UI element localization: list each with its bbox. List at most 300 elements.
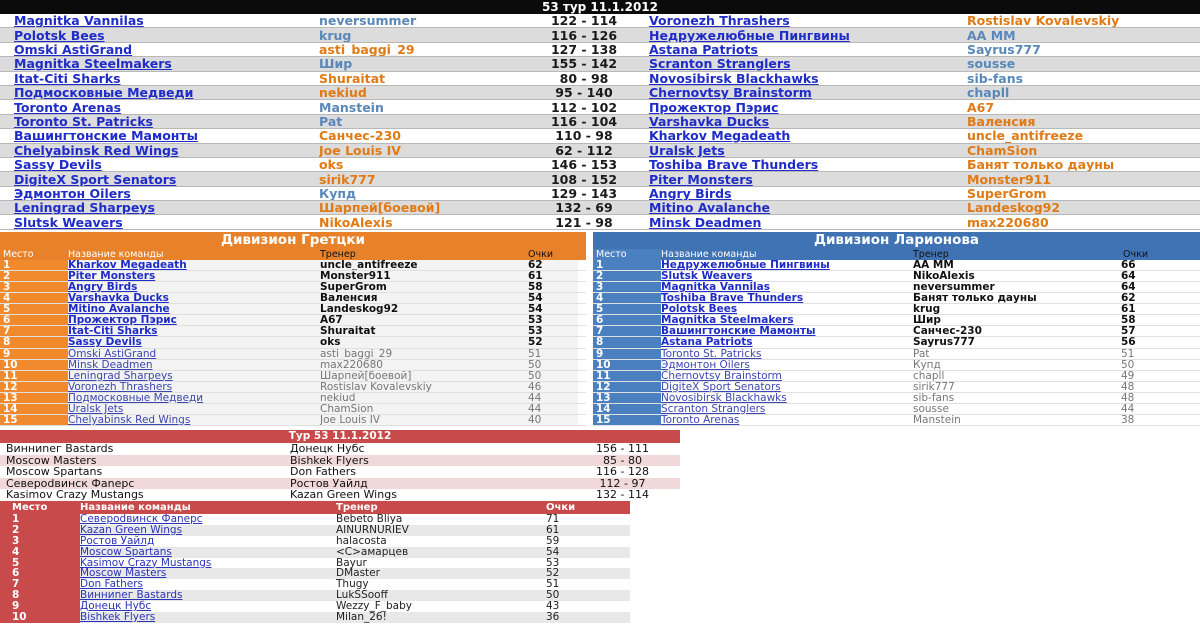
score: 127 - 138 [550, 42, 618, 57]
score: 108 - 152 [550, 172, 618, 187]
away-team-link[interactable]: Toshiba Brave Thunders [649, 157, 819, 173]
standings-row [0, 371, 586, 382]
place: 13 [593, 393, 661, 403]
result-row [0, 43, 1200, 57]
coach: Milan_26! [336, 612, 546, 623]
points: 50 [1121, 358, 1135, 371]
home-team-link[interactable]: Omski AstiGrand [14, 42, 133, 57]
coach: Bebeto Bliya [336, 514, 546, 525]
home-coach: neversummer [319, 14, 417, 29]
place: 9 [0, 349, 68, 359]
tour-row [0, 466, 680, 478]
place: 15 [0, 415, 68, 425]
coach: Санчес-230 [913, 326, 982, 337]
coach: Rostislav Kovalevskiy [320, 382, 528, 392]
home-coach: Shuraitat [319, 71, 386, 86]
team-link[interactable]: Moscow Spartans [80, 545, 172, 558]
home-coach: Купд [319, 186, 357, 201]
team-cell [68, 371, 320, 381]
away-coach: ChamSion [967, 143, 1038, 158]
home-coach: Pat [319, 114, 343, 129]
team-cell [68, 393, 320, 403]
home-coach: asti_baggi_29 [319, 42, 415, 57]
away-team-link[interactable]: Minsk Deadmen [649, 215, 762, 230]
col-points: Очки [546, 502, 576, 513]
home-team: Североdвинск Фаnерс [6, 476, 135, 490]
team-link[interactable]: DigiteX Sport Senators [661, 381, 781, 392]
team-cell [68, 349, 320, 359]
away-team-link[interactable]: Piter Monsters [649, 172, 753, 187]
division-title: Дивизион Гретцки [0, 232, 586, 249]
score: 80 - 98 [559, 71, 609, 86]
team-link[interactable]: Подмосковные Медведи [68, 392, 204, 403]
points: 53 [546, 558, 630, 569]
team-link[interactable]: Вашингтонские Мамонты [661, 326, 816, 337]
home-team-link[interactable]: Leningrad Sharpeys [14, 201, 155, 216]
points: 50 [528, 360, 578, 370]
coach: NikoAlexis [913, 271, 975, 282]
coach: nekiud [320, 393, 528, 403]
home-team-cell [0, 215, 319, 229]
team-link[interactable]: Mitino Avalanche [68, 304, 170, 315]
place: 1 [0, 514, 80, 525]
coach: SuperGrom [320, 282, 528, 292]
place: 6 [0, 568, 80, 579]
away-team-cell [649, 100, 967, 114]
col-place: Место [593, 249, 661, 260]
away-team: Ростов Уайлд [290, 476, 368, 490]
team-cell [661, 404, 913, 414]
result-row [0, 215, 1200, 229]
home-team-link[interactable]: Itat-Citi Sharks [14, 71, 121, 86]
score: 116 - 126 [550, 28, 618, 43]
points: 64 [1121, 270, 1136, 283]
home-team-cell [0, 28, 319, 42]
place: 7 [0, 326, 68, 336]
score: 110 - 98 [555, 129, 613, 144]
team-cell [68, 415, 320, 425]
score: 156 - 111 [596, 442, 649, 455]
home-team-cell [0, 43, 319, 57]
team-link[interactable]: Slutsk Weavers [661, 271, 753, 282]
coach: asti_baggi_29 [320, 349, 528, 359]
points: 54 [528, 304, 578, 314]
division-title: Дивизион Ларионова [593, 232, 1200, 249]
team-link[interactable]: Toronto St. Patricks [661, 348, 762, 359]
col-place: Место [12, 502, 48, 513]
away-team-link[interactable]: Chernovtsy Brainstorm [649, 85, 812, 101]
home-team-cell [0, 187, 319, 201]
away-team-cell [649, 129, 967, 143]
away-team-cell [649, 14, 967, 28]
home-team-link[interactable]: Toronto St. Patricks [14, 114, 153, 129]
score: 122 - 114 [550, 14, 618, 29]
score: 116 - 128 [596, 465, 649, 478]
away-coach: A67 [967, 100, 995, 115]
home-team-link[interactable]: Sassy Devils [14, 157, 102, 173]
team-cell [68, 315, 320, 325]
place: 12 [593, 382, 661, 392]
result-row [0, 129, 1200, 143]
standings-row [0, 337, 586, 348]
team-link[interactable]: Astana Patriots [661, 337, 753, 348]
place: 11 [593, 371, 661, 381]
team-link[interactable]: Polotsk Bees [661, 304, 738, 315]
standings-row [593, 382, 1200, 393]
home-team-link[interactable]: Toronto Arenas [14, 100, 122, 115]
away-team: Bishkek Flyers [290, 453, 369, 467]
col-place: Место [0, 249, 68, 260]
score: 112 - 97 [599, 476, 646, 490]
place: 3 [593, 282, 661, 292]
coach: Thugy [336, 579, 546, 590]
score: 62 - 112 [555, 143, 613, 158]
place: 8 [0, 337, 68, 347]
points: 44 [528, 404, 578, 414]
team-link[interactable]: Chelyabinsk Red Wings [68, 414, 191, 425]
team-link[interactable]: Недружелюбные Пингвины [661, 260, 830, 271]
place: 1 [0, 260, 68, 270]
standings-row [0, 382, 586, 393]
place: 7 [593, 326, 661, 336]
coach: Landeskog92 [320, 304, 528, 314]
standings-row [593, 404, 1200, 415]
points: 61 [546, 525, 630, 536]
home-team-cell [0, 86, 319, 100]
home-coach: Manstein [319, 100, 384, 115]
coach: Manstein [913, 414, 961, 425]
team-link[interactable]: Chernovtsy Brainstorm [661, 370, 782, 381]
score: 95 - 140 [555, 85, 613, 101]
column-headers [0, 249, 586, 260]
result-row [0, 57, 1200, 71]
standings-row [593, 315, 1200, 326]
team-cell [68, 304, 320, 314]
points: 58 [1121, 314, 1136, 327]
away-coach: SuperGrom [967, 186, 1047, 201]
round-title: 53 тур 11.1.2012 [0, 0, 1200, 14]
team-cell [661, 271, 913, 281]
standings-row [0, 304, 586, 315]
home-coach: oks [319, 157, 344, 173]
away-team: Донецк Нубс [290, 442, 365, 455]
coach: Банят только дауны [913, 293, 1037, 304]
away-coach: Валенсия [967, 114, 1036, 129]
coach: sirik777 [913, 381, 955, 392]
away-team-link[interactable]: Прожектор Пэрис [649, 100, 779, 115]
score: 155 - 142 [550, 57, 618, 72]
team-link[interactable]: Moscow Masters [80, 567, 167, 580]
points: 51 [1121, 347, 1135, 360]
away-team-link[interactable]: Uralsk Jets [649, 143, 725, 158]
score: 116 - 104 [550, 114, 618, 129]
team-link[interactable]: Ростов Уайлд [80, 534, 155, 547]
team-link[interactable]: Эдмонтон Oilers [661, 359, 750, 370]
coach: AINURNURIEV [336, 525, 546, 536]
team-cell [68, 360, 320, 370]
away-team-cell [649, 57, 967, 71]
coach: Pat [913, 348, 930, 359]
result-row [0, 187, 1200, 201]
home-team-cell [0, 129, 319, 143]
team-link[interactable]: Kharkov Megadeath [68, 260, 187, 271]
points: 59 [546, 536, 630, 547]
tour-results-table [0, 430, 680, 501]
team-link[interactable]: Toshiba Brave Thunders [661, 293, 804, 304]
points: 40 [528, 415, 578, 425]
home-team-link[interactable]: Вашингтонские Мамонты [14, 129, 198, 144]
away-team-cell [649, 43, 967, 57]
points: 48 [1121, 391, 1135, 404]
place: 7 [0, 579, 80, 590]
away-team-link[interactable]: Mitino Avalanche [649, 201, 771, 216]
team-link[interactable]: Прожектор Пэрис [68, 315, 177, 326]
away-team-cell [649, 158, 967, 172]
points: 62 [1121, 292, 1136, 305]
result-row [0, 86, 1200, 100]
away-team-cell [649, 215, 967, 229]
away-coach: chapll [967, 85, 1010, 101]
home-team-cell [0, 72, 319, 86]
place: 15 [593, 415, 661, 425]
team-link[interactable]: Angry Birds [68, 282, 138, 293]
home-team-link[interactable]: Slutsk Weavers [14, 215, 123, 230]
coach: neversummer [913, 282, 995, 293]
away-team-link[interactable]: Novosibirsk Blackhawks [649, 71, 819, 86]
division-gretzky-table [0, 232, 586, 426]
away-team-link[interactable]: Scranton Stranglers [649, 57, 791, 72]
home-team-cell [0, 144, 319, 158]
team-cell [68, 404, 320, 414]
points: 53 [528, 326, 578, 336]
home-team-cell [0, 172, 319, 186]
team-cell [661, 260, 913, 270]
away-team: Kazan Green Wings [290, 488, 397, 501]
points: 64 [1121, 281, 1136, 294]
tour-row [0, 489, 680, 501]
home-team-link[interactable]: DigiteX Sport Senators [14, 172, 177, 187]
team-link[interactable]: Винниnег Bastards [80, 589, 183, 602]
standings-row [593, 271, 1200, 282]
tour-title: Тур 53 11.1.2012 [0, 430, 680, 443]
points: 62 [528, 260, 578, 270]
coach: Купд [913, 359, 941, 370]
standings-row [0, 349, 586, 360]
round-results-table [0, 0, 1200, 230]
home-team-link[interactable]: Magnitka Vannilas [14, 14, 144, 29]
col-team: Название команды [80, 502, 191, 513]
team-cell [661, 315, 913, 325]
place: 9 [0, 601, 80, 612]
points: 54 [546, 547, 630, 558]
standings-row [0, 360, 586, 371]
coach: AA MM [913, 260, 954, 271]
away-team-link[interactable]: Kharkov Megadeath [649, 129, 791, 144]
col-team: Название команды [661, 249, 757, 260]
home-team: Moscow Masters [6, 453, 97, 467]
team-cell [661, 326, 913, 336]
coach: <C>амарцев [336, 547, 546, 558]
team-link[interactable]: Leningrad Sharpeys [68, 370, 173, 381]
team-link[interactable]: Bishkek Flyers [80, 611, 156, 624]
away-coach: sib-fans [967, 71, 1024, 86]
team-link[interactable]: Toronto Arenas [661, 414, 740, 425]
points: 54 [528, 293, 578, 303]
coach: halacosta [336, 536, 546, 547]
coach: Shuraitat [320, 326, 528, 336]
coach: Bayur [336, 558, 546, 569]
place: 12 [0, 382, 68, 392]
standings-row [0, 326, 586, 337]
away-team-cell [649, 72, 967, 86]
coach: krug [913, 304, 941, 315]
team-cell [68, 293, 320, 303]
home-team-link[interactable]: Polotsk Bees [14, 28, 105, 43]
result-row [0, 201, 1200, 215]
team-link[interactable]: Minsk Deadmen [68, 359, 153, 370]
team-cell [661, 393, 913, 403]
points: 50 [546, 590, 630, 601]
away-team-link[interactable]: Voronezh Thrashers [649, 14, 790, 29]
coach: Wezzy_F_baby [336, 601, 546, 612]
coach: Sayrus777 [913, 337, 975, 348]
points: 38 [1121, 413, 1135, 426]
points: 44 [1121, 402, 1135, 415]
team-link[interactable]: Kasimov Crazy Mustangs [80, 556, 212, 569]
place: 8 [593, 337, 661, 347]
team-link[interactable]: Don Fathers [80, 578, 144, 591]
points: 50 [528, 371, 578, 381]
away-team-link[interactable]: Varshavka Ducks [649, 114, 770, 129]
place: 3 [0, 536, 80, 547]
team-link[interactable]: Донецк Нубс [80, 600, 152, 613]
points: 57 [1121, 325, 1136, 338]
standings-row [0, 260, 586, 271]
home-team-link[interactable]: Подмосковные Медведи [14, 85, 194, 101]
coach: sib-fans [913, 392, 955, 403]
team-link[interactable]: Varshavka Ducks [68, 293, 169, 304]
place: 6 [0, 315, 68, 325]
place: 11 [0, 371, 68, 381]
place: 10 [0, 360, 68, 370]
result-row [0, 158, 1200, 172]
away-coach: Landeskog92 [967, 201, 1061, 216]
standings-row [593, 415, 1200, 426]
team-link[interactable]: Piter Monsters [68, 271, 156, 282]
place: 8 [0, 590, 80, 601]
score: 85 - 80 [603, 453, 642, 467]
team-cell [68, 326, 320, 336]
away-team-link[interactable]: Astana Patriots [649, 42, 758, 57]
place: 5 [593, 304, 661, 314]
points: 53 [528, 315, 578, 325]
standings-row [593, 349, 1200, 360]
team-cell [661, 304, 913, 314]
points: 56 [1121, 336, 1136, 349]
coach: sousse [913, 403, 949, 414]
coach: Шарпей[боевой] [320, 371, 528, 381]
coach: ChamSion [320, 404, 528, 414]
team-link[interactable]: Voronezh Thrashers [68, 381, 173, 392]
home-team-cell [0, 57, 319, 71]
place: 14 [593, 404, 661, 414]
coach: A67 [320, 315, 528, 325]
away-coach: Банят только дауны [967, 157, 1115, 173]
team-cell [68, 382, 320, 392]
points: 51 [528, 349, 578, 359]
coach: Joe Louis IV [320, 415, 528, 425]
standings-row [593, 360, 1200, 371]
points: 43 [546, 601, 630, 612]
away-team-cell [649, 201, 967, 215]
place: 10 [593, 360, 661, 370]
coach: LukSSooff [336, 590, 546, 601]
home-coach: nekiud [319, 85, 367, 101]
team-cell [661, 415, 913, 425]
col-coach: Тренер [336, 502, 378, 513]
home-team: Moscow Spartans [6, 465, 103, 478]
place: 5 [0, 558, 80, 569]
col-points: Очки [1123, 249, 1149, 260]
team-link[interactable]: Scranton Stranglers [661, 403, 766, 414]
team-link[interactable]: Itat-Citi Sharks [68, 326, 158, 337]
home-team-link[interactable]: Magnitka Steelmakers [14, 57, 172, 72]
team-link[interactable]: Uralsk Jets [68, 403, 124, 414]
team-link[interactable]: Novosibirsk Blackhawks [661, 392, 787, 403]
points: 51 [546, 579, 630, 590]
small-standings-table [0, 501, 630, 623]
points: 36 [546, 612, 630, 623]
team-link[interactable]: Magnitka Steelmakers [661, 315, 794, 326]
home-team-cell [0, 201, 319, 215]
away-team-link[interactable]: Недружелюбные Пингвины [649, 28, 850, 43]
home-coach: krug [319, 28, 352, 43]
points: 52 [528, 337, 578, 347]
coach: Валенсия [320, 293, 528, 303]
away-team-cell [649, 144, 967, 158]
away-coach: Sayrus777 [967, 42, 1041, 57]
away-team-link[interactable]: Angry Birds [649, 186, 732, 201]
points: 48 [1121, 380, 1135, 393]
away-coach: uncle_antifreeze [967, 129, 1084, 144]
home-team-cell [0, 100, 319, 114]
team-link[interactable]: Sassy Devils [68, 337, 142, 348]
standings-row [593, 326, 1200, 337]
team-link[interactable]: Kazan Green Wings [80, 523, 183, 536]
home-team-link[interactable]: Chelyabinsk Red Wings [14, 143, 179, 158]
standings-row [593, 282, 1200, 293]
col-points: Очки [528, 249, 554, 260]
home-team-cell [0, 115, 319, 129]
col-coach: Тренер [913, 249, 949, 260]
home-coach: NikoAlexis [319, 215, 393, 230]
away-coach: Rostislav Kovalevskiy [967, 14, 1120, 29]
home-team: Винниnег Bastards [6, 442, 114, 455]
team-link[interactable]: Omski AstiGrand [68, 348, 157, 359]
team-link[interactable]: Североdвинск Фаnерс [80, 513, 203, 525]
home-coach: sirik777 [319, 172, 376, 187]
place: 9 [593, 349, 661, 359]
team-cell [68, 271, 320, 281]
away-team-cell [649, 172, 967, 186]
team-link[interactable]: Magnitka Vannilas [661, 282, 770, 293]
points: 58 [528, 282, 578, 292]
place: 5 [0, 304, 68, 314]
home-team-link[interactable]: Эдмонтон Oilers [14, 186, 131, 201]
away-coach: sousse [967, 57, 1016, 72]
team-cell [661, 371, 913, 381]
standings-row [0, 282, 586, 293]
